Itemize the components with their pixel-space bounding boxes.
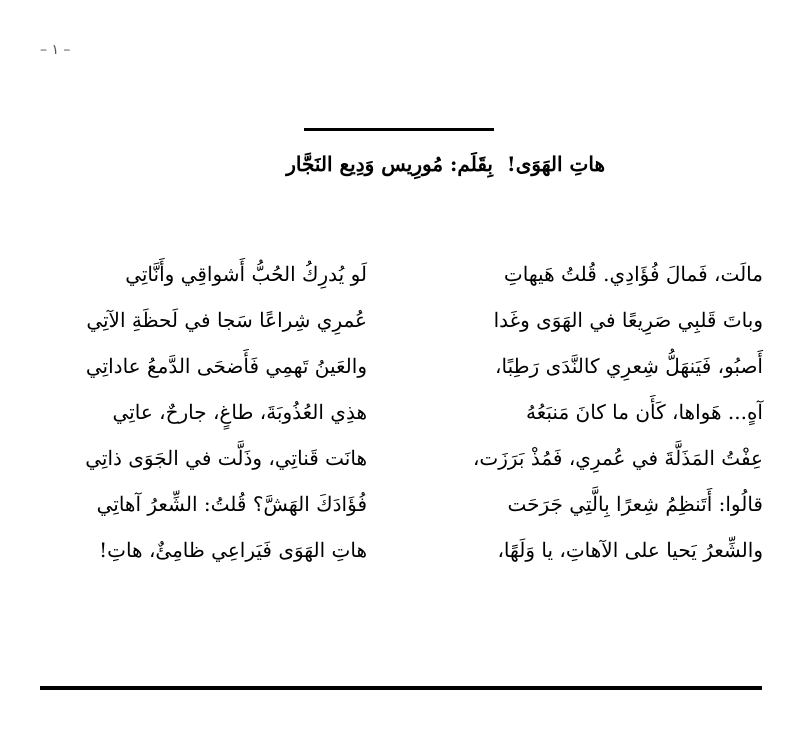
verse-second-hemistich: فُؤَادَكَ الهَشَّ؟ قُلتُ: الشِّعرُ آهاتِي	[96, 492, 367, 516]
poem-body	[40, 262, 763, 584]
verse-second-hemistich: هانَت قَناتِي، وذَلَّت في الجَوَى ذاتِي	[85, 446, 367, 470]
verse-first-hemistich: قالُوا: أَتَنظِمُ شِعرًا بِالَّتِي جَرَحَت	[507, 492, 763, 516]
page-number: – ١ –	[40, 42, 71, 58]
poem-title: هاتِ الهَوَى!	[506, 152, 605, 176]
verse-4	[40, 400, 763, 446]
verse-second-hemistich: لَو يُدرِكُ الحُبُّ أَشواقِي وأَنَّاتِي	[125, 262, 367, 286]
poem-header	[0, 152, 803, 188]
title-divider	[304, 128, 494, 131]
verse-3	[40, 354, 763, 400]
poem-author: بِقَلَم: مُورِيس وَدِيع النَجَّار	[286, 152, 493, 176]
verse-2	[40, 308, 763, 354]
verse-first-hemistich: والشِّعرُ يَحيا على الآهاتِ، يا وَلَهًا،	[497, 538, 763, 562]
verse-first-hemistich: أَصبُو، فَيَنهَلُّ شِعرِي كالنَّدَى رَطِبًا،	[495, 354, 763, 378]
verse-second-hemistich: هاتِ الهَوَى فَيَراعِي ظامِئٌ، هاتِ!	[99, 538, 367, 562]
verse-second-hemistich: عُمرِي شِراعًا سَجا في لَحظَةِ الآتِي	[86, 308, 367, 332]
verse-7	[40, 538, 763, 584]
verse-first-hemistich: آهٍ... هَواها، كَأَن ما كانَ مَنبَعُهُ	[526, 400, 763, 424]
bottom-divider	[40, 686, 762, 690]
verse-second-hemistich: هذِي العُذُوبَةَ، طاغٍ، جارحٌ، عاتِي	[112, 400, 367, 424]
verse-first-hemistich: عِفْتُ المَذَلَّةَ في عُمرِي، فَمُذْ بَرَزَت،	[472, 446, 763, 470]
verse-5	[40, 446, 763, 492]
verse-first-hemistich: مالَت، فَمالَ فُؤَادِي. قُلتُ هَيهاتِ	[503, 262, 763, 286]
verse-first-hemistich: وباتَ قَلبِي صَرِيعًا في الهَوَى وغَدا	[493, 308, 763, 332]
verse-1	[40, 262, 763, 308]
verse-6	[40, 492, 763, 538]
verse-second-hemistich: والعَينُ تَهمِي فَأَضحَى الدَّمعُ عاداتِي	[85, 354, 367, 378]
